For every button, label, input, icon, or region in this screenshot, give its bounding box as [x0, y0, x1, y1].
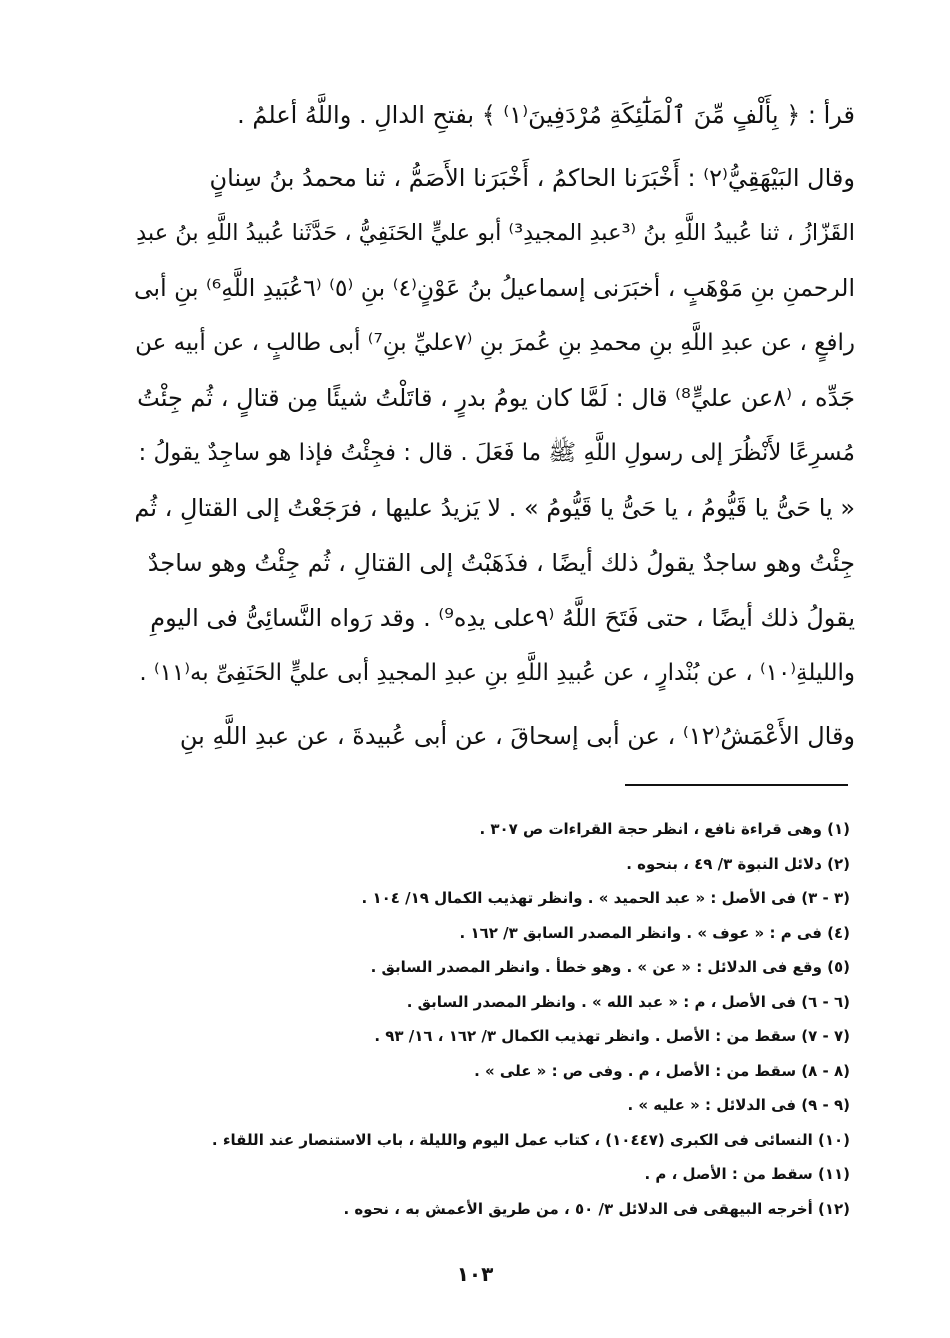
footnote: (٥) وقع فى الدلائل : « عن » . وهو خطأ . وانظر المصدر السابق .: [370, 958, 850, 976]
footnote: (٦ - ٦) فى الأصل ، م : « عبد الله » . وانظر المصدر السابق .: [406, 992, 850, 1011]
main-text-line: وقال البَيْهَقِيُّ⁽٢⁾ : أَخْبَرَنا الحاكمُ ، أَخْبَرَنا الأَصَمُّ ، ثنا محمدُ بنُ سِنانٍ: [209, 164, 855, 192]
main-text: [130, 88, 855, 764]
main-text-line: « يا حَىُّ يا قَيُّومُ ، يا حَىُّ يا قَيُّومُ » . لا يَزيدُ عليها ، فرَجَعْتُ إلى القتالِ ، ثُم: [134, 494, 855, 522]
footnote: (١١) سقط من : الأصل ، م .: [644, 1165, 850, 1183]
footnote: (٩ - ٩) فى الدلائل : « عليه » .: [627, 1096, 850, 1114]
footnote: (٧ - ٧) سقط من : الأصل . وانظر تهذيب الكمال ٣/ ١٦٢ ، ١٦/ ٩٣ .: [374, 1027, 850, 1045]
footnote: (٣ - ٣) فى الأصل : « عبد الحميد » . وانظر تهذيب الكمال ١٩/ ١٠٤ .: [361, 889, 850, 907]
main-text-line: القَزّازُ ، ثنا عُبيدُ اللَّهِ بنُ ⁽³عبدِ المجيدِ³⁾ أبو عليٍّ الحَنَفِيُّ ، حَدَّثَنا عُبيدُ اللَّهِ بنُ عبدِ: [136, 220, 855, 246]
main-text-line: وقال الأَعْمَشُ⁽١٢⁾ ، عن أبى إسحاقَ ، عن أبى عُبيدةَ ، عن عبدِ اللَّهِ بنِ: [179, 722, 855, 750]
footnote: (١) وهى قراءة نافع ، انظر حجة القراءات ص ٣٠٧ .: [479, 820, 850, 838]
footnote: (٤) فى م : « عوف » . وانظر المصدر السابق ٣/ ١٦٢ .: [459, 923, 850, 942]
main-text-line: يقولُ ذلك أيضًا ، حتى فَتَحَ اللَّهُ ⁽٩على يدِه⁹⁾ . وقد رَواه النَّسائِىُّ فى اليومِ: [150, 604, 855, 632]
main-text-line: والليلةِ⁽١٠⁾ ، عن بُنْدارٍ ، عن عُبيدِ اللَّهِ بنِ عبدِ المجيدِ أبى عليٍّ الحَنَفِىِّ به⁽١١⁾ .: [139, 660, 855, 686]
main-text-line: جَدِّه ، ⁽٨عن عليٍّ⁸⁾ قال : لَمَّا كان يومُ بدرٍ ، قاتَلْتُ شيئًا مِن قتالٍ ، ثُم جِئْتُ: [137, 384, 855, 412]
footnotes: [150, 812, 850, 1226]
footnote: (١٢) أخرجه البيهقى فى الدلائل ٣/ ٥٠ ، من طريق الأعمش به ، نحوه .: [343, 1199, 850, 1218]
footnote: (١٠) النسائى فى الكبرى (١٠٤٤٧) ، كتاب عمل اليوم والليلة ، باب الاستنصار عند اللقاء .: [211, 1130, 850, 1149]
main-text-line: مُسرِعًا لأَنْظُرَ إلى رسولِ اللَّهِ ﷺ ما فَعَلَ . قال : فجِئْتُ فإذا هو ساجِدٌ يقولُ :: [138, 440, 855, 466]
page-number: ١٠٣: [456, 1262, 494, 1286]
main-text-line: رافعٍ ، عن عبدِ اللَّهِ بنِ محمدِ بنِ عُمرَ بنِ ⁽٧عليِّ بنِ⁷⁾ أبى طالبٍ ، عن أبيه عن: [135, 330, 855, 356]
main-text-line: قرأ : ﴿ بِأَلْفٍ مِّنَ ٱلْمَلَٰٓئِكَةِ مُرْدَفِينَ⁽١⁾ ﴾ بفتحِ الدالِ . واللَّهُ أعلمُ .: [237, 101, 855, 129]
footnote: (٨ - ٨) سقط من : الأصل ، م . وفى ص : « على » .: [474, 1061, 850, 1080]
footnote-divider: [625, 784, 848, 786]
footnote: (٢) دلائل النبوة ٣/ ٤٩ ، بنحوه .: [626, 854, 850, 873]
main-text-line: الرحمنِ بنِ مَوْهَبٍ ، أخبَرَنى إسماعيلُ بنُ عَوْنٍ⁽٤⁾ بنِ ⁽٥⁾ ⁽٦عُبَيدِ اللَّهِ⁶⁾ بنِ أبى: [133, 274, 855, 302]
main-text-line: جِئْتُ وهو ساجدٌ يقولُ ذلك أيضًا ، فذَهَبْتُ إلى القتالِ ، ثُم جِئْتُ وهو ساجدٌ: [147, 549, 855, 577]
